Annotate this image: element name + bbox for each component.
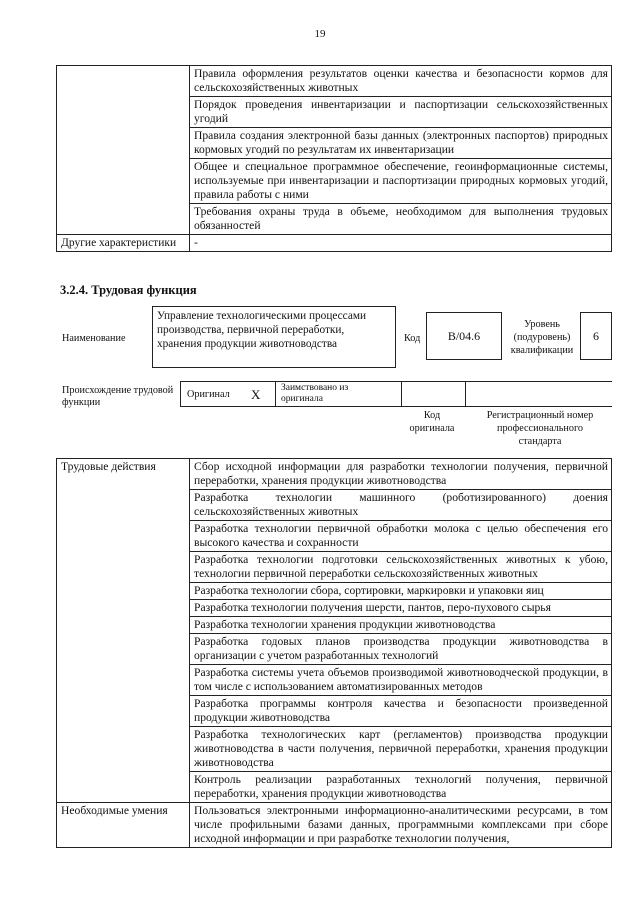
labor-action-item: Разработка технологии первичной обработки молока с целью обеспечения его высокого качества и сохранности <box>190 521 612 552</box>
section-heading: 3.2.4. Трудовая функция <box>60 283 197 297</box>
skill-item: Пользоваться электронными информационно-аналитическими ресурсами, в том числе профильными базами данных, программными комплексами при сборе исходной информации и при разработке технологии получения, <box>190 803 612 848</box>
code-box <box>426 312 502 360</box>
original-mark: X <box>251 387 261 402</box>
labor-action-item: Разработка технологии подготовки сельскохозяйственных животных к убою, технологии первичной переработки сельскохозяйственных животных <box>190 552 612 583</box>
borrowed-label: Заимствовано из оригинала <box>281 383 349 404</box>
labor-action-item: Разработка программы контроля качества и безопасности произведенной продукции животноводства <box>190 696 612 727</box>
knowledge-item: Правила оформления результатов оценки качества и безопасности кормов для сельскохозяйственных животных <box>190 66 612 97</box>
code-label: Код <box>404 333 421 344</box>
labor-actions-label: Трудовые действия <box>57 459 190 803</box>
page-number: 19 <box>314 28 326 40</box>
origin-label: Происхождение трудовой функции <box>62 385 174 408</box>
labor-actions-table <box>56 458 612 848</box>
labor-action-item: Разработка технологических карт (регламентов) производства продукции животноводства в части получения, первичной переработки, хранения продукции животноводства <box>190 727 612 772</box>
function-name-box <box>152 306 396 368</box>
knowledge-item: Общее и специальное программное обеспечение, геоинформационные системы, используемые при инвентаризации и паспортизации природных кормовых угодий, правила работы с ними <box>190 159 612 204</box>
labor-action-item: Разработка системы учета объемов производимой животноводческой продукции, в том числе с использованием автоматизированных методов <box>190 665 612 696</box>
skills-label: Необходимые умения <box>57 803 190 848</box>
knowledge-item: Требования охраны труда в объеме, необходимом для выполнения трудовых обязанностей <box>190 204 612 235</box>
knowledge-item: Правила создания электронной базы данных (электронных паспортов) природных кормовых угодий по результатам их инвентаризации <box>190 128 612 159</box>
code-original-label: Код оригинала <box>409 410 455 434</box>
knowledge-item: Порядок проведения инвентаризации и паспортизации сельскохозяйственных угодий <box>190 97 612 128</box>
other-characteristics-value: - <box>190 235 612 252</box>
function-name: Управление технологическими процессами производства, первичной переработки, хранения продукции животноводства <box>157 310 367 350</box>
labor-action-item: Разработка годовых планов производства продукции животноводства в организации с учетом разработанных технологий <box>190 634 612 665</box>
level-box <box>580 312 612 360</box>
row-label <box>57 66 190 235</box>
level-value: 6 <box>593 329 599 343</box>
labor-action-item: Разработка технологии хранения продукции животноводства <box>190 617 612 634</box>
level-label: Уровень (подуровень) квалификации <box>510 319 574 356</box>
labor-action-item: Сбор исходной информации для разработки технологии получения, первичной переработки, хранения продукции животноводства <box>190 459 612 490</box>
table-row <box>57 66 612 97</box>
original-label: Оригинал <box>187 389 230 400</box>
code-value: B/04.6 <box>447 329 481 343</box>
table-row <box>57 235 612 252</box>
labor-action-item: Разработка технологии машинного (роботизированного) доения сельскохозяйственных животных <box>190 490 612 521</box>
table-row <box>57 459 612 490</box>
reg-number-label: Регистрационный номер профессионального стандарта <box>486 410 594 447</box>
labor-action-item: Разработка технологии получения шерсти, пантов, перо-пухового сырья <box>190 600 612 617</box>
labor-action-item: Разработка технологии сбора, сортировки, маркировки и упаковки яиц <box>190 583 612 600</box>
labor-action-item: Контроль реализации разработанных технологий получения, первичной переработки, хранения продукции животноводства <box>190 772 612 803</box>
knowledge-table <box>56 65 612 252</box>
name-label: Наименование <box>62 333 126 344</box>
origin-box <box>180 381 612 407</box>
other-characteristics-label: Другие характеристики <box>57 235 190 252</box>
table-row <box>57 803 612 848</box>
